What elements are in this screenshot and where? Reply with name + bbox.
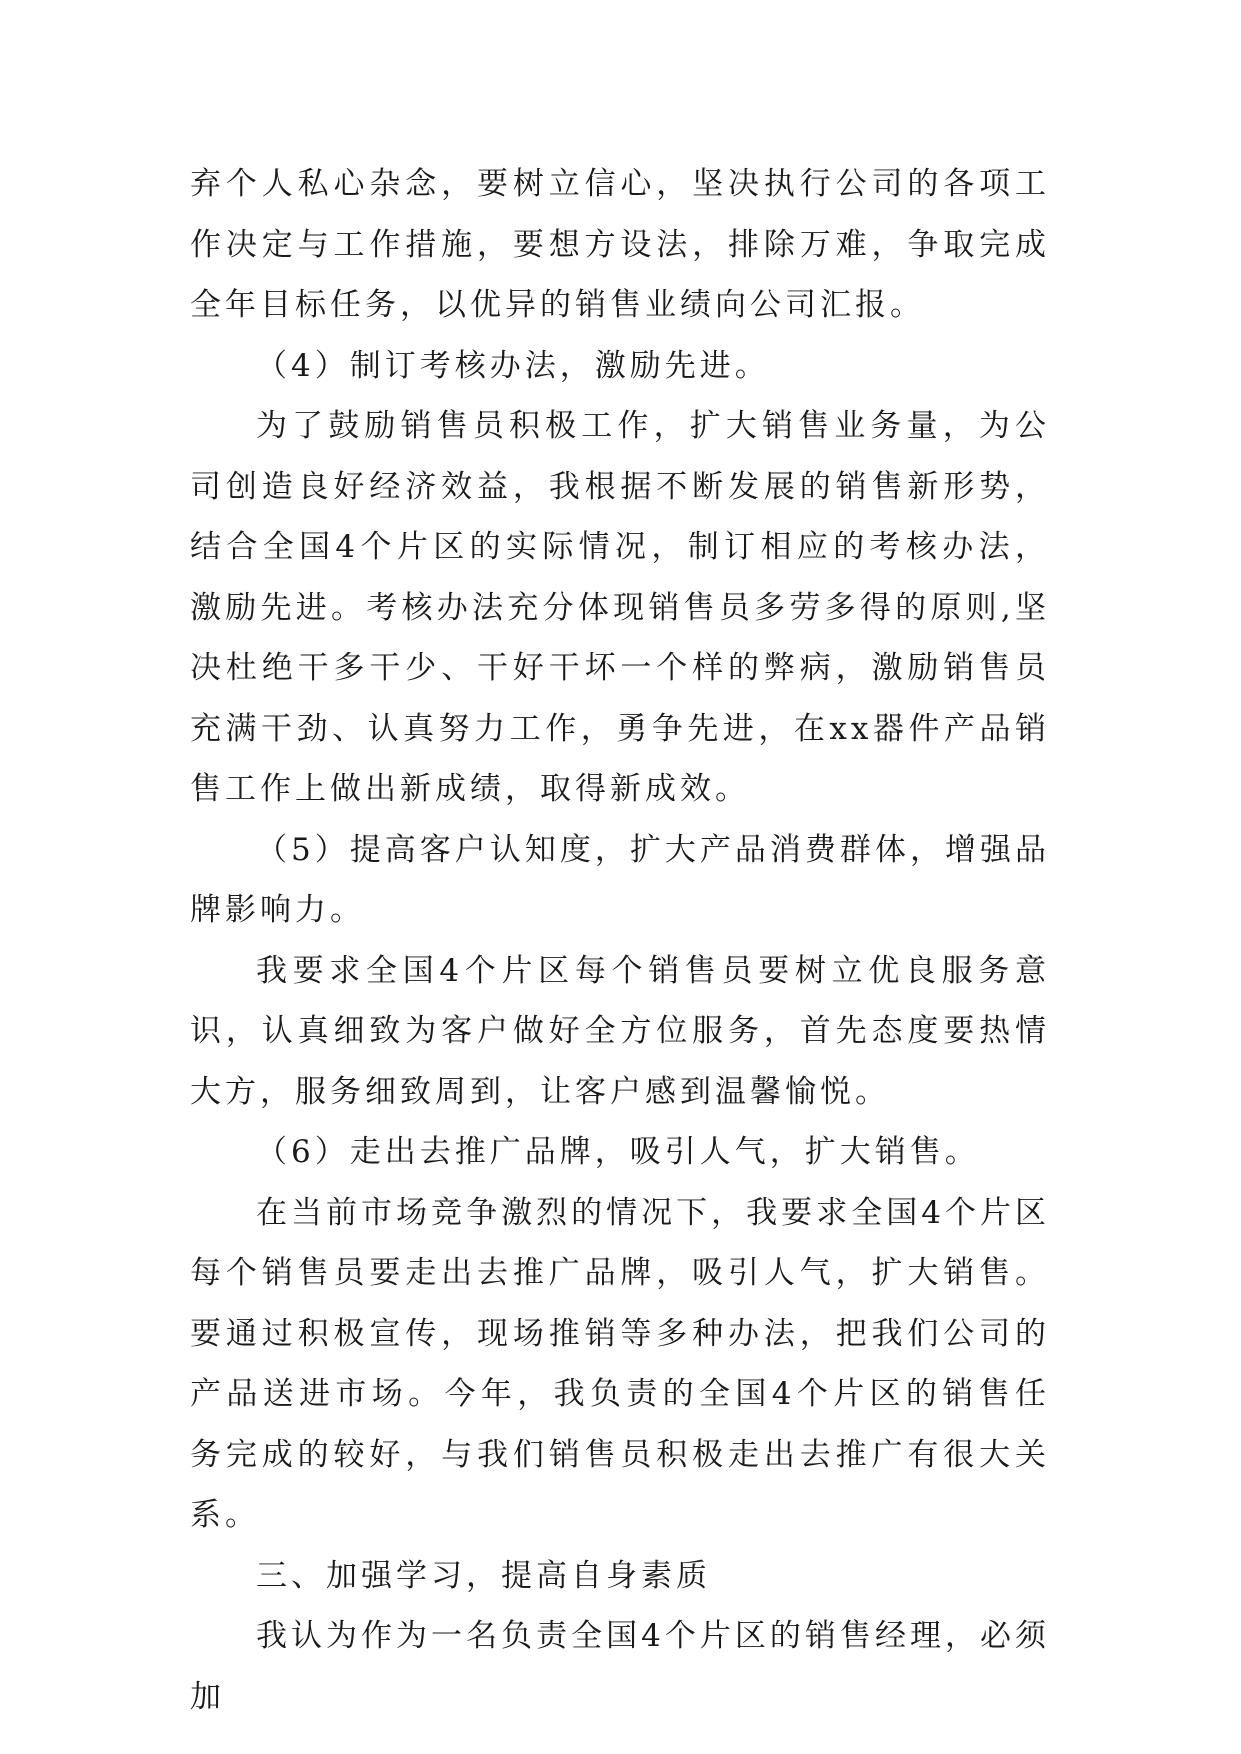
paragraph-5: 我要求全国4个片区每个销售员要树立优良服务意识，认真细致为客户做好全方位服务，首先态度要热情大方，服务细致周到，让客户感到温馨愉悦。 — [190, 952, 1050, 1110]
paragraph-3: 为了鼓励销售员积极工作，扩大销售业务量，为公司创造良好经济效益，我根据不断发展的销售新形势，结合全国4个片区的实际情况，制订相应的考核办法，激励先进。考核办法充分体现销售员多劳多得的原则,坚决杜绝干多干少、干好干坏一个样的弊病，激励销售员充满干劲、认真努力工作，勇争先进，在xx器件产品销售工作上做出新成绩，取得新成效。 — [190, 408, 1050, 807]
paragraph-6-heading: （6）走出去推广品牌，吸引人气，扩大销售。 — [256, 1134, 980, 1170]
document-body — [190, 154, 1050, 1727]
section-heading: 三、加强学习，提高自身素质 — [256, 1557, 711, 1594]
paragraph-1: 弃个人私心杂念，要树立信心，坚决执行公司的各项工作决定与工作措施，要想方设法，排除万难，争取完成全年目标任务，以优异的销售业绩向公司汇报。 — [190, 166, 1050, 323]
paragraph-9: 我认为作为一名负责全国4个片区的销售经理，必须加 — [190, 1618, 1050, 1715]
paragraph-2-heading: （4）制订考核办法，激励先进。 — [256, 347, 770, 384]
paragraph-7: 在当前市场竞争激烈的情况下，我要求全国4个片区每个销售员要走出去推广品牌，吸引人气，扩大销售。要通过积极宣传，现场推销等多种办法，把我们公司的产品送进市场。今年，我负责的全国4个片区的销售任务完成的较好，与我们销售员积极走出去推广有很大关系。 — [190, 1194, 1050, 1533]
paragraph-4-heading: （5）提高客户认知度，扩大产品消费群体，增强品牌影响力。 — [190, 831, 1050, 928]
